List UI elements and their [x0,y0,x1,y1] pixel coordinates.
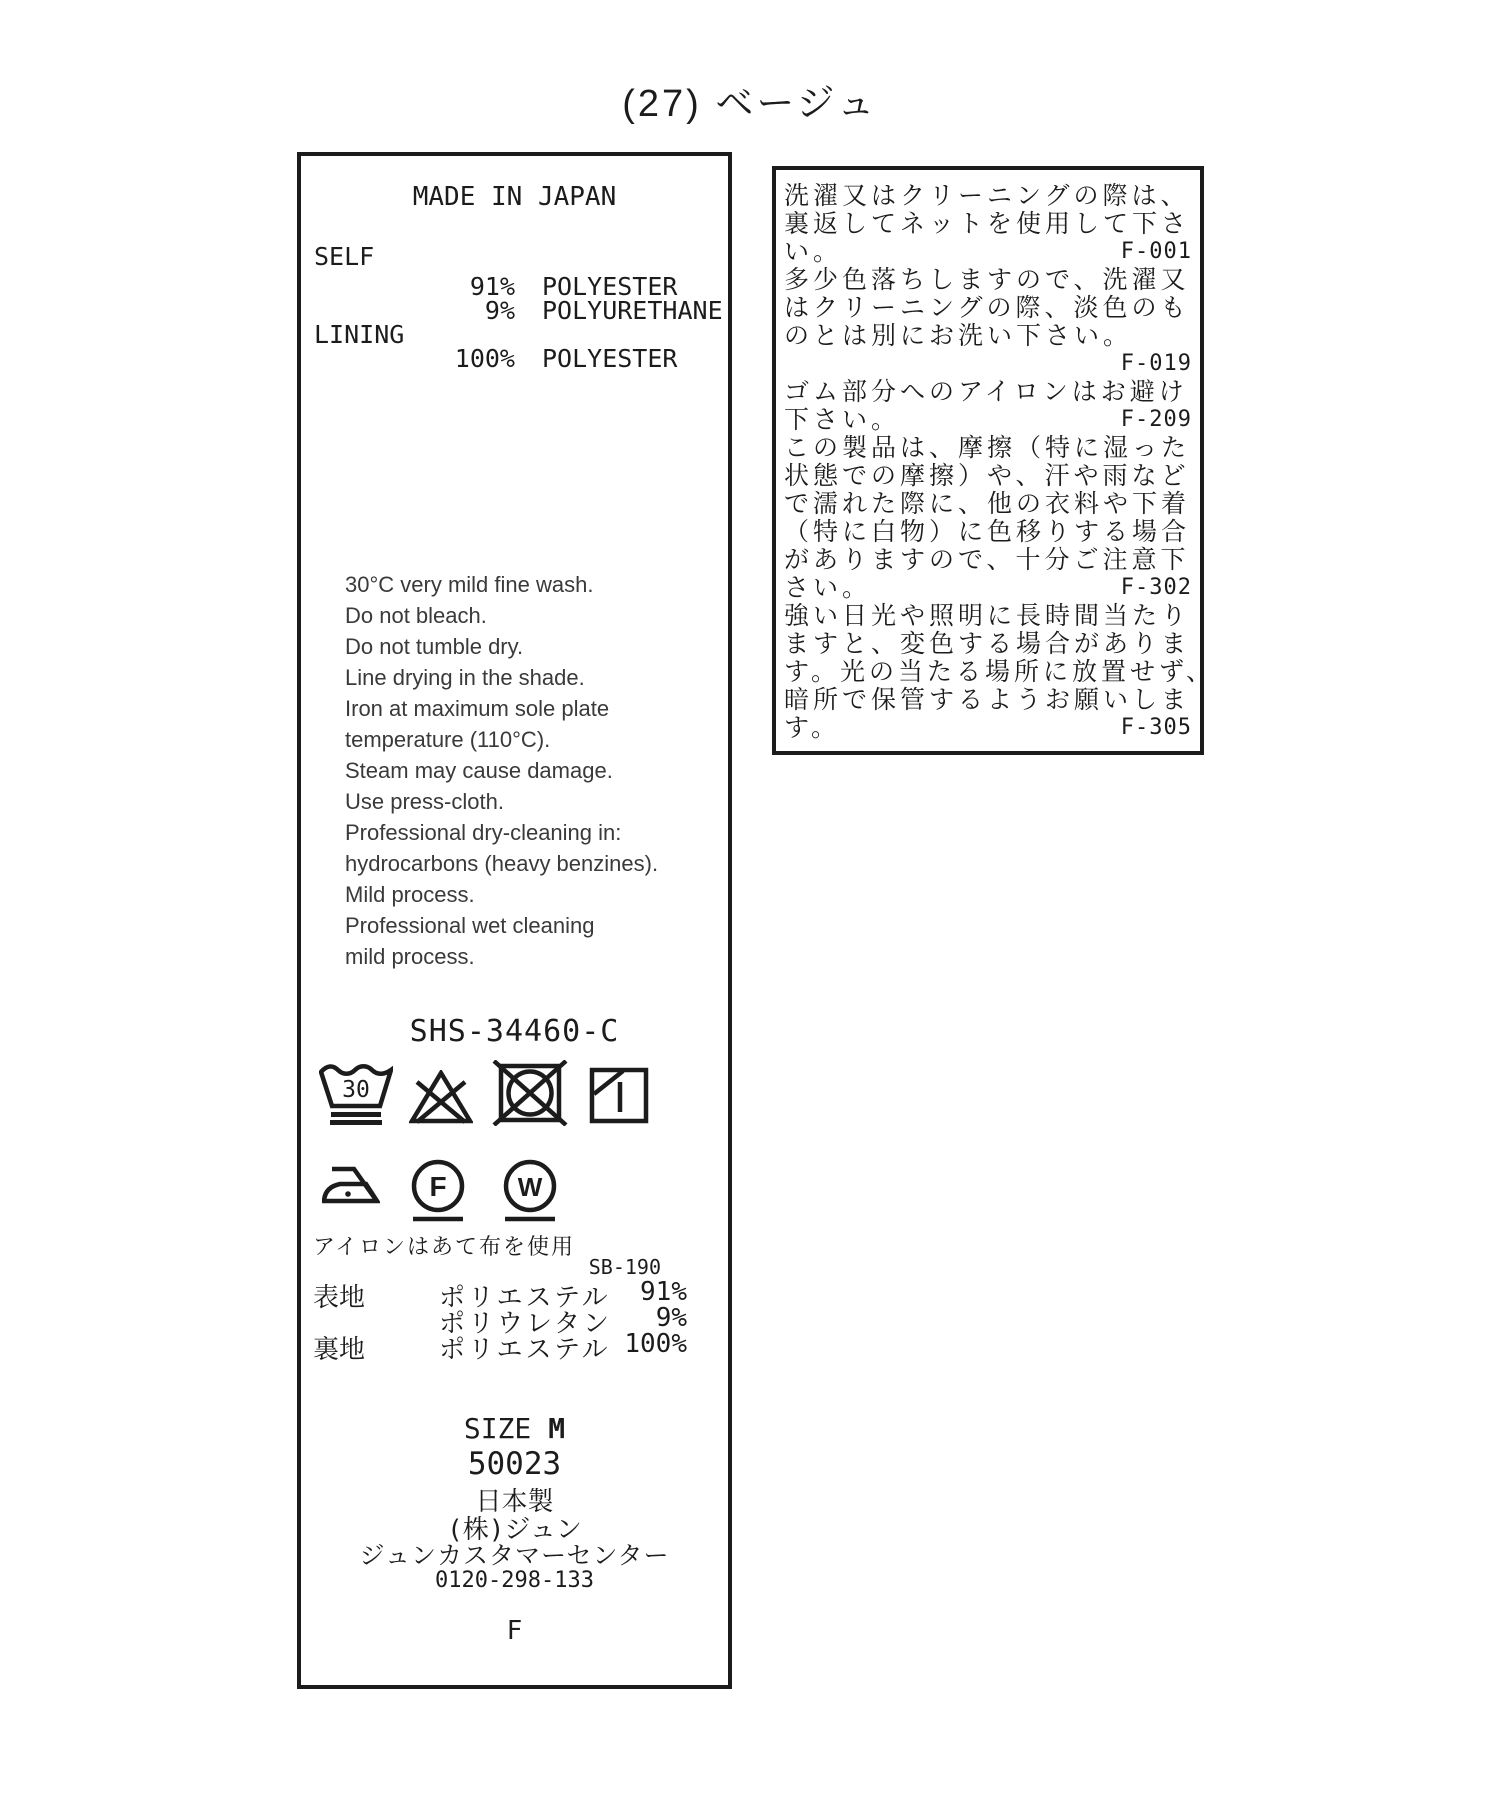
percent-value-jp: 100% [624,1329,687,1359]
do-not-tumble-dry-icon [491,1060,569,1126]
care-line-en: Use press-cloth. [345,789,504,814]
line-dry-in-shade-icon [589,1066,649,1124]
care-note-line: 洗濯又はクリーニングの際は、 [784,181,1190,210]
care-notes-jp [784,181,1216,742]
care-note-line: 多少色落ちしますので、洗濯又 [784,265,1190,294]
material-name-jp: ポリエステル [439,1283,611,1313]
svg-text:W: W [517,1172,543,1202]
care-note-line: ゴム部分へのアイロンはお避け [784,377,1188,406]
company-name: (株)ジュン [447,1515,582,1545]
care-note-line: のとは別にお洗い下さい。 [784,321,1133,350]
origin-jp: 日本製 [475,1487,554,1517]
care-instructions-en [345,569,658,972]
care-notes-label [772,166,1216,755]
size-label: SIZE [463,1412,532,1445]
note-code: F-001 [1120,239,1192,264]
care-note-line: がありますので、十分ご注意下 [784,545,1190,574]
care-note-line: 暗所で保管するようお願いしま [784,685,1191,714]
customer-center-name: ジュンカスタマーセンター [359,1541,670,1570]
composition-jp-row [301,1329,728,1365]
material-name-jp: ポリウレタン [439,1309,612,1339]
dry-clean-F-mild-icon [407,1159,469,1223]
main-care-label [297,152,732,1689]
made-in-japan-text: MADE IN JAPAN [412,182,617,212]
percent-value-jp: 9% [655,1303,687,1333]
size-value: M [548,1412,566,1445]
percent-value: 9% [484,296,515,325]
care-line-en: Mild process. [345,882,475,907]
care-line-en: temperature (110°C). [345,727,551,752]
care-note-line: 裏返してネットを使用して下さ [784,209,1191,238]
note-code: F-305 [1120,715,1192,740]
care-note-line: はクリーニングの際、淡色のも [784,293,1190,322]
lot-number: 50023 [467,1446,562,1482]
product-code: SHS-34460-C [409,1014,620,1049]
svg-text:F: F [429,1171,447,1202]
care-note-line: す。 F-305 [784,713,1192,742]
care-line-en: hydrocarbons (heavy benzines). [345,851,659,876]
care-line-en: Do not tumble dry. [345,634,524,659]
care-line-en: Do not bleach. [345,603,487,628]
care-line-en: Steam may cause damage. [345,758,613,783]
care-note-line: 状態での摩擦）や、汗や雨など [784,461,1190,490]
care-note-line: ますと、変色する場合がありま [784,629,1191,658]
self-part-label: SELF [314,242,375,271]
note-code: F-209 [1120,407,1192,432]
care-note-line: さい。 F-302 [784,573,1192,602]
percent-value: 100% [454,344,515,373]
part-name-jp: 表地 [313,1283,366,1313]
wash-30-very-mild-icon [319,1062,393,1126]
size-line [301,1412,728,1445]
percent-value: 91% [469,272,515,301]
care-line-en: mild process. [345,944,475,969]
part-name-jp: 裏地 [313,1335,366,1365]
care-line-en: 30°C very mild fine wash. [345,572,594,597]
composition-jp-row [301,1303,728,1339]
phone-number: 0120-298-133 [435,1568,594,1593]
material-name: POLYESTER [542,344,678,373]
svg-text:30: 30 [342,1077,370,1103]
color-title: (27) ベージュ [622,83,878,125]
note-code: F-019 [1120,351,1192,376]
lining-part-label: LINING [314,320,405,349]
care-note-line: （特に白物）に色移りする場合 [784,517,1191,546]
do-not-bleach-icon [409,1070,473,1124]
composition-row [301,344,728,372]
care-note-line: この製品は、摩擦（特に湿った [784,433,1191,462]
care-line-en: Professional dry-cleaning in: [345,820,622,845]
note-code: F-302 [1120,575,1192,600]
material-name: POLYURETHANE [542,296,723,325]
care-note-line: す。光の当たる場所に放置せず、 [784,657,1216,686]
iron-press-cloth-note: アイロンはあて布を使用 [313,1235,576,1260]
material-name: POLYESTER [542,272,678,301]
material-name-jp: ポリエステル [439,1335,611,1365]
care-note-line: い。 F-001 [784,237,1192,266]
care-note-line: 下さい。 F-209 [784,405,1192,434]
care-line-en: Line drying in the shade. [345,665,585,690]
care-line-en: Professional wet cleaning [345,913,595,938]
care-note-line: 強い日光や照明に長時間当たり [784,601,1191,630]
care-line-en: Iron at maximum sole plate [345,696,610,721]
iron-low-one-dot-icon [322,1164,380,1204]
composition-jp-row [301,1277,728,1313]
footer-letter: F [506,1616,523,1646]
care-note-line: で濡れた際に、他の衣料や下着 [784,489,1191,518]
wet-clean-W-mild-icon [499,1159,561,1223]
percent-value-jp: 91% [640,1277,687,1307]
ref-code: SB-190 [588,1255,661,1279]
care-note-line [784,350,1194,378]
